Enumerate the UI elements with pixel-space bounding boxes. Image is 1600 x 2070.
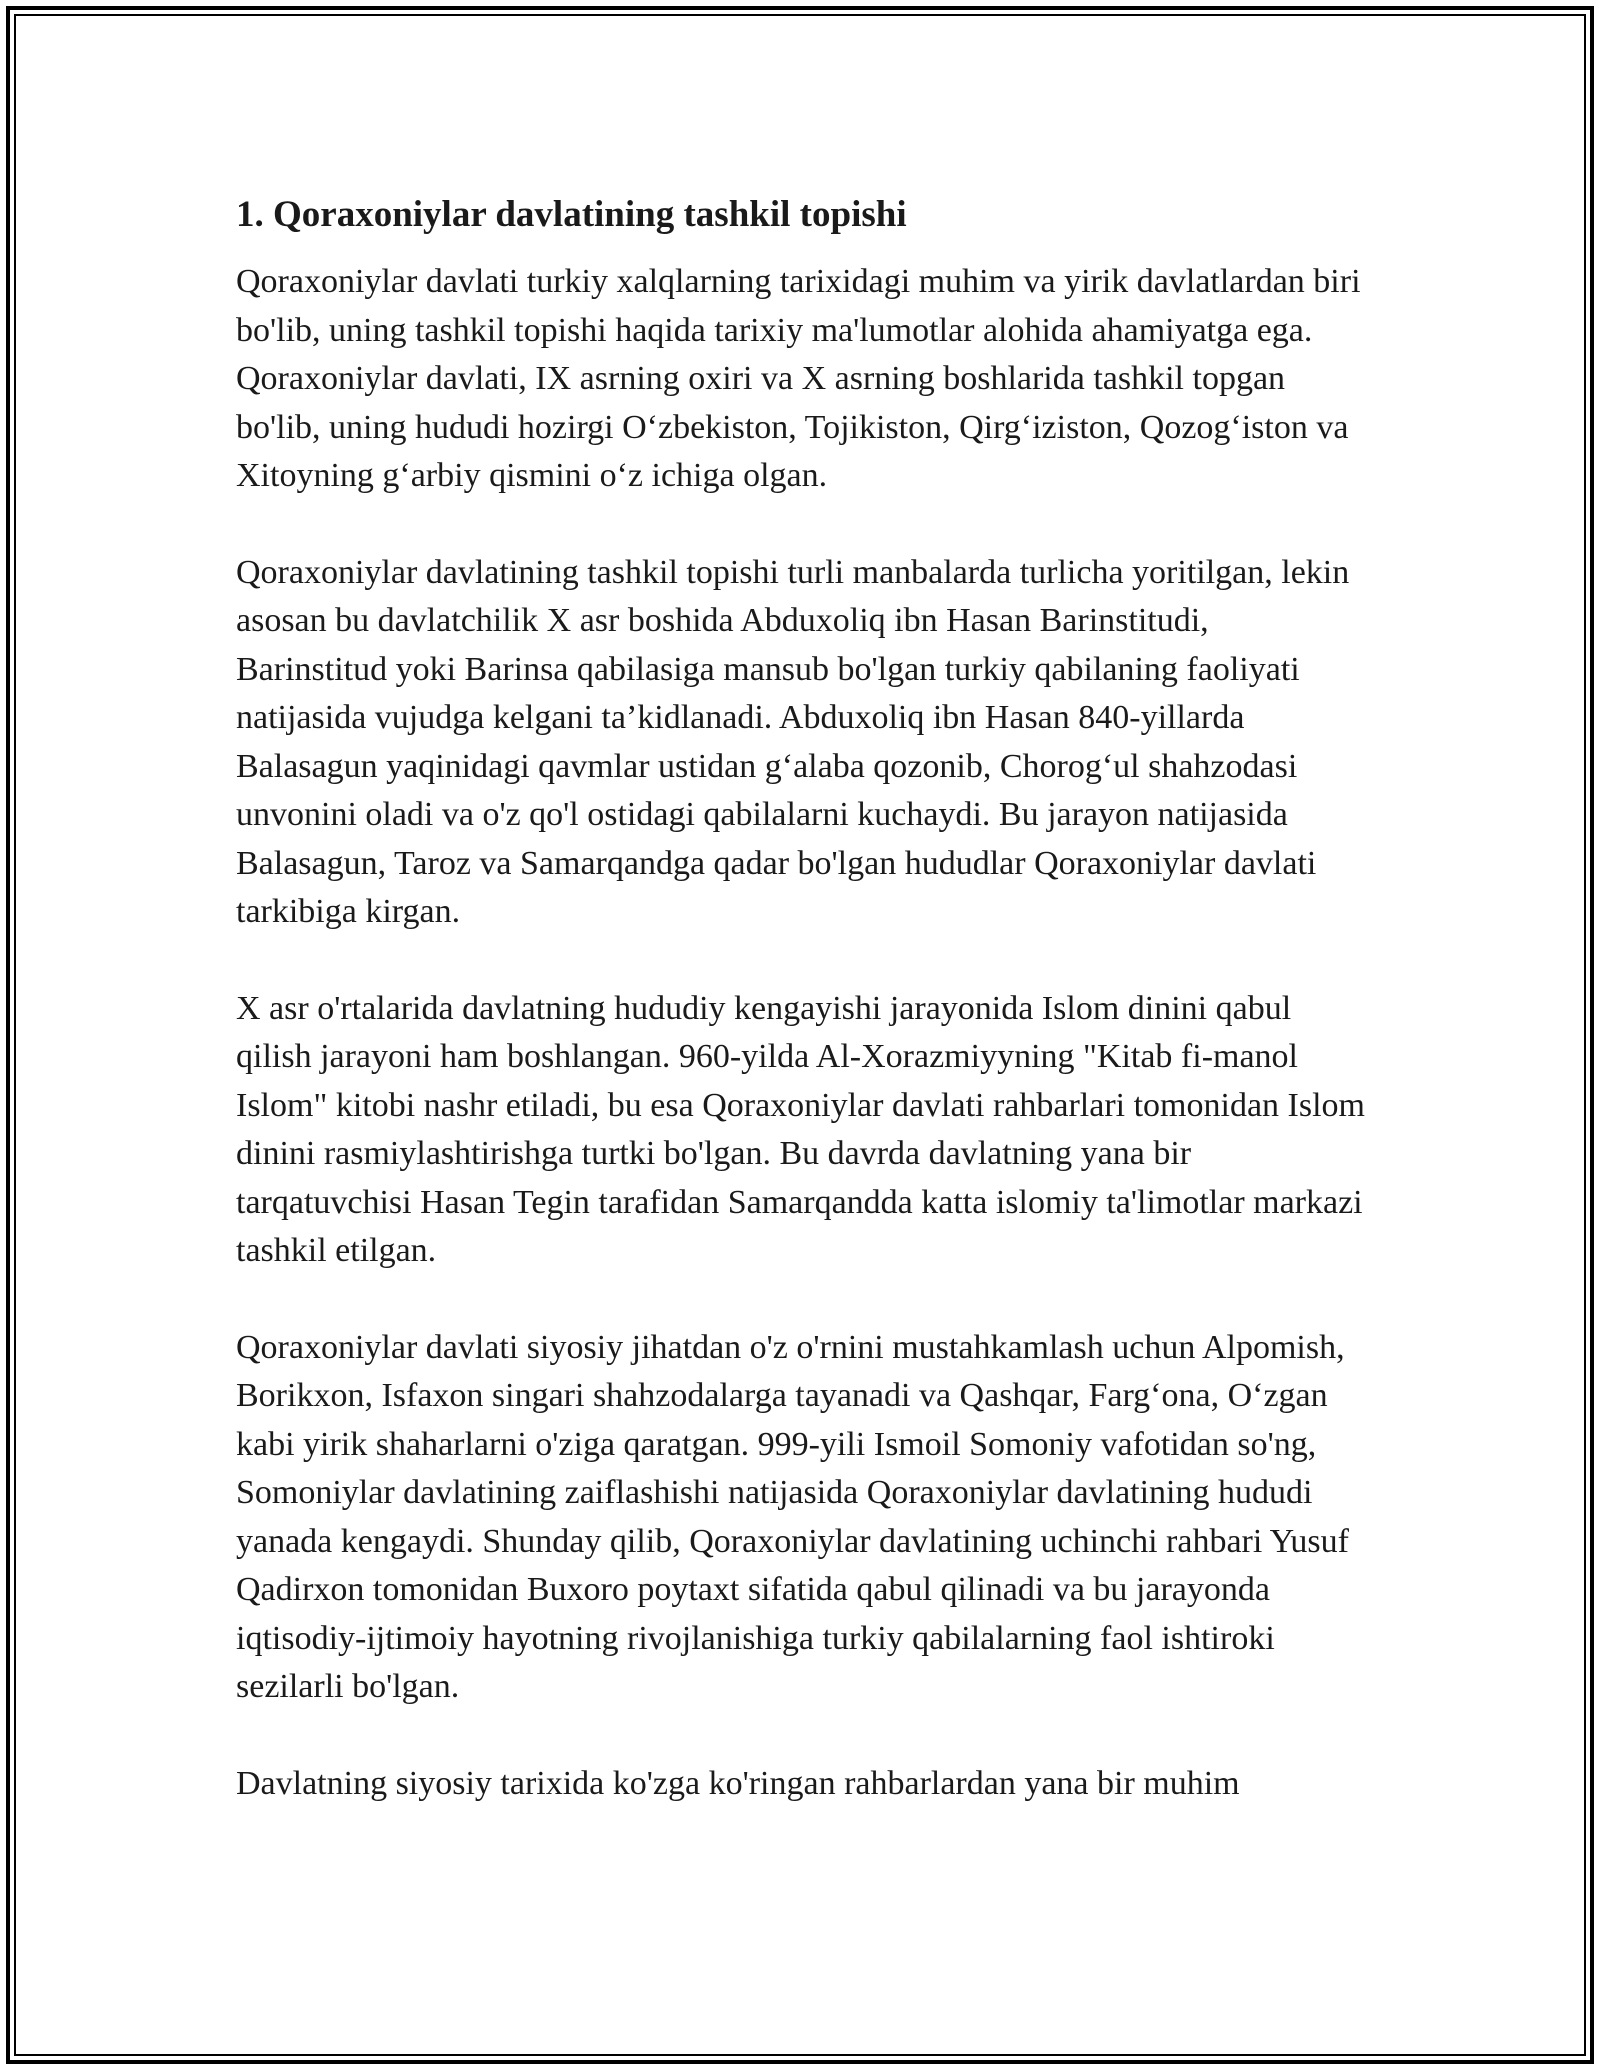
paragraph-3: X asr o'rtalarida davlatning hududiy kengayishi jarayonida Islom dinini qabul qilish jarayoni ham boshlangan. 960-yilda Al-Xorazmiyyning "Kitab fi-manol Islom" kitobi nashr etiladi, bu esa Qoraxoniylar davlati rahbarlari tomonidan Islom dinini rasmiylashtirishga turtki bo'lgan. Bu davrda davlatning yana bir tarqatuvchisi Hasan Tegin tarafidan Samarqandda katta islomiy ta'limotlar markazi tashkil etilgan. — [236, 989, 1365, 1269]
paragraph-1: Qoraxoniylar davlati turkiy xalqlarning tarixidagi muhim va yirik davlatlardan biri bo'lib, uning tashkil topishi haqida tarixiy ma'lumotlar alohida ahamiyatga ega. Qoraxoniylar davlati, IX asrning oxiri va X asrning boshlarida tashkil topgan bo'lib, uning hududi hozirgi O‘zbekiston, Tojikiston, Qirg‘iziston, Qozog‘iston va Xitoyning g‘arbiy qismini o‘z ichiga olgan. — [236, 263, 1361, 494]
paragraph-4: Qoraxoniylar davlati siyosiy jihatdan o'z o'rnini mustahkamlash uchun Alpomish, Borikxon, Isfaxon singari shahzodalarga tayanadi va Qashqar, Farg‘ona, O‘zgan kabi yirik shaharlarni o'ziga qaratgan. 999-yili Ismoil Somoniy vafotidan so'ng, Somoniylar davlatining zaiflashishi natijasida Qoraxoniylar davlatining hududi yanada kengaydi. Shunday qilib, Qoraxoniylar davlatining uchinchi rahbari Yusuf Qadirxon tomonidan Buxoro poytaxt sifatida qabul qilinadi va bu jarayonda iqtisodiy-ijtimoiy hayotning rivojlanishiga turkiy qabilalarning faol ishtiroki sezilarli bo'lgan. — [236, 1328, 1349, 1705]
section-heading: 1. Qoraxoniylar davlatining tashkil topishi — [236, 194, 907, 235]
paragraph-5: Davlatning siyosiy tarixida ko'zga ko'ringan rahbarlardan yana bir muhim — [236, 1764, 1240, 1802]
document-body — [236, 190, 1366, 1856]
paragraph-2: Qoraxoniylar davlatining tashkil topishi turli manbalarda turlicha yoritilgan, lekin asosan bu davlatchilik X asr boshida Abduxoliq ibn Hasan Barinstitudi, Barinstitud yoki Barinsa qabilasiga mansub bo'lgan turkiy qabilaning faoliyati natijasida vujudga kelgani ta’kidlanadi. Abduxoliq ibn Hasan 840-yillarda Balasagun yaqinidagi qavmlar ustidan g‘alaba qozonib, Chorog‘ul shahzodasi unvonini oladi va o'z qo'l ostidagi qabilalarni kuchaydi. Bu jarayon natijasida Balasagun, Taroz va Samarqandga qadar bo'lgan hududlar Qoraxoniylar davlati tarkibiga kirgan. — [236, 553, 1350, 930]
